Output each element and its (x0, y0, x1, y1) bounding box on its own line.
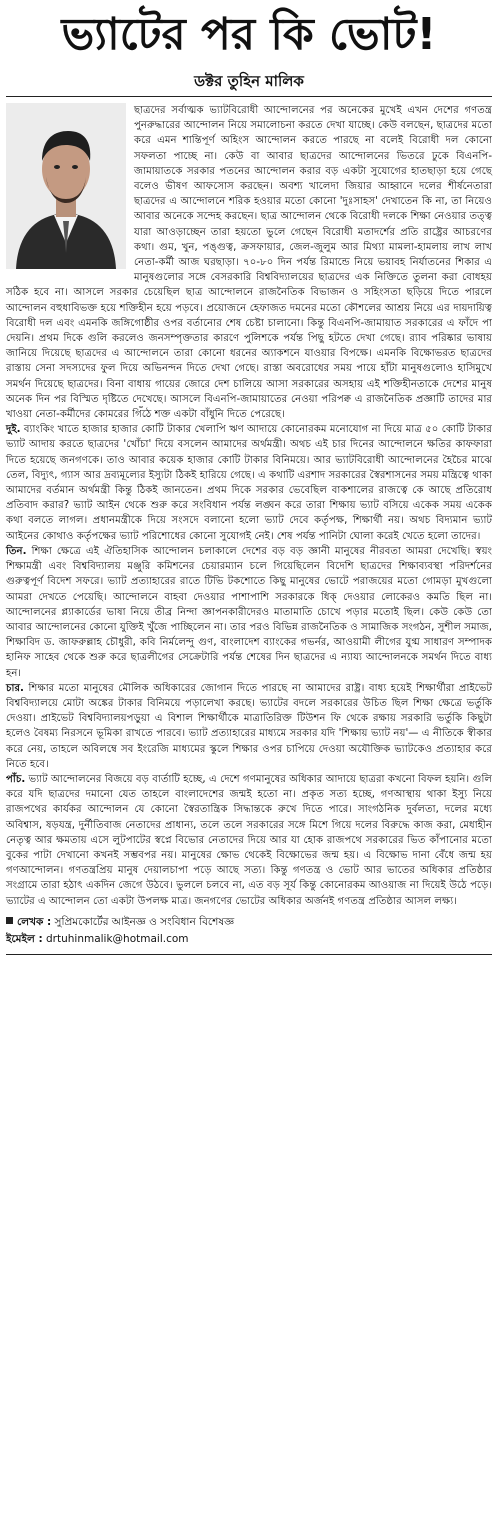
paragraph-lead: দুই. (6, 424, 21, 436)
paragraph-text: ব্যাংকিং খাতে হাজার হাজার কোটি টাকার খেলাপি ঋণ আদায়ে কোনোরকম মনোযোগ না দিয়ে মাত্র ৫০ কোটি টাকার ভ্যাট আদায় করতে ছাত্রদের 'খোঁচা' দিয়ে বসলেন আমাদের অর্থমন্ত্রী। অথচ এই চার দিনের আন্দোলনে ক্ষতির কাফফারা দিতে হয়েছে জনগণকে। তাও আবার কয়েক হাজার কোটি টাকার বিনিময়ে। আর ভ্যাটবিরোধী আন্দোলনের হৈচৈর মাঝে তেল, বিদ্যুৎ, গ্যাস আর দ্রব্যমূল্যের ইস্যুটা ঠিকই হারিয়ে গেছে। এ কথাটি এরশাদ সরকারের স্বৈরশাসনের সময় মন্ত্রিত্বে থাকা আমাদের বর্তমান অর্থমন্ত্রী কিন্তু ঠিকই জানতেন। প্রথম দিকে সরকার ভেবেছিল বাকশালের রাজত্বে কে আছে প্রতিরোধ প্রতিবাদ করার? ভ্যাট আইন থেকে শুরু করে সংবিধান পর্যন্ত লঙ্ঘন করে তারা শিক্ষায় ভ্যাট বসিয়ে একেক সময় একেক কথা বলতে লাগল। প্রধানমন্ত্রীকে দিয়ে সংসদে বলানো হলো ভ্যাট দেবে কর্তৃপক্ষ, শিক্ষার্থী নয়। অথচ বিদ্যমান ভ্যাট আইনের কোথাও কর্তৃপক্ষের ভ্যাট পরিশোধের কোনো সুযোগই নেই। শেষ পর্যন্ত পানিটা ঘোলা করেই খেতে হলো তাদের। (6, 424, 492, 542)
author-portrait-icon (6, 103, 126, 269)
writer-value: সুপ্রিমকোর্টের আইনজ্ঞ ও সংবিধান বিশেষজ্ঞ (54, 915, 235, 928)
paragraph-lead: চার. (6, 682, 24, 694)
byline: ডক্টর তুহিন মালিক (194, 72, 304, 90)
email-label: ইমেইল : (6, 932, 43, 945)
writer-label: লেখক : (17, 915, 52, 928)
paragraph-four (6, 681, 492, 772)
paragraph-two (6, 422, 492, 544)
author-footer (6, 914, 492, 948)
paragraph-text: ভ্যাট আন্দোলনের বিজয়ে বড় বার্তাটি হচ্ছে, এ দেশে গণমানুষের অধিকার আদায়ে ছাত্ররা কখনো বিফল হয়নি। গুলি করে যদি ছাত্রদের দমানো যেত তাহলে বাংলাদেশের জন্মই হতো না। প্রকৃত সত্য হচ্ছে, গণআস্থায় থাকা ইস্যু নিয়ে রাজপথের কার্যকর আন্দোলন যে কোনো স্বৈরতান্ত্রিক সিদ্ধান্তকে রুখে দিতে পারে। সাংগঠনিক দুর্বলতা, দলের মধ্যে অবিশ্বাস, ষড়যন্ত্র, দুর্নীতিবাজ নেতাদের প্রাধান্য, তলে তলে সরকারের সঙ্গে মিশে গিয়ে দলের বিরুদ্ধে কাজ করা, মেধাহীন নেতৃত্ব আর ক্ষমতায় এসে লুটপাটের স্বপ্নে বিভোর নেতাদের দিয়ে আর যা হোক রাজপথে সরকারের ভিত কাঁপানোর মতো বুকের পাটা দেখানো কখনই সম্ভবপর নয়। মানুষের ক্ষোভ থেকেই বিক্ষোভের জন্ম হয়। এ বিক্ষোভ দানা বেঁধে জন্ম হয় গণআন্দোলন। গণতন্ত্রপ্রিয় মানুষ দেয়ালচাপা পড়ে আছে সত্য। কিন্তু গণতন্ত্র ও ভোট আর ভাতের অধিকার প্রতিষ্ঠার সংগ্রামে তারা হঠাৎ একদিন জেগে উঠবে। ভুললে চলবে না, এত বড় সূর্য কিন্তু কোনোরকম আওয়াজ না দিয়েই উঠে পড়ে। ভ্যাটের এ আন্দোলন তো একটা উপলক্ষ মাত্র। জনগণের ভোটের অধিকার অর্জনই গণতন্ত্র প্রতিষ্ঠার আসল লক্ষ্য। (6, 773, 492, 907)
email-value[interactable]: drtuhinmalik@hotmail.com (46, 932, 189, 945)
paragraph-lead: পাঁচ. (6, 773, 26, 785)
bottom-divider (6, 954, 492, 955)
intro-paragraph: ছাত্রদের সর্বাত্মক ভ্যাটবিরোধী আন্দোলনের পর অনেকের মুখেই এখন দেশের গণতন্ত্র পুনরুদ্ধারের আন্দোলন নিয়ে সমালোচনা করতে দেখা যাচ্ছে। কেউ বলছেন, ছাত্রদের মতো করে এমন শান্তিপূর্ণ অহিংস আন্দোলন করতে পারছে না বলেই বিরোধী দল কোনো সফলতা পাচ্ছে না। কেউ বা আবার ছাত্রদের আন্দোলনের ভিতরে ঢুকে বিএনপি-জামায়াতকে সরকার পতনের আন্দোলন করার বড় একটা সুযোগের হাতছাড়া হয়ে গেছে বলেও ভীষণ আফসোস করছেন। অবশ্য খালেদা জিয়ার আহ্বানে দলের শীর্ষনেতারা ছাত্রদের এ আন্দোলনে শরিক হওয়ার মতো কোনো 'দুঃসাহস' দেখাতেন কি না, তা নিয়েও আবার অনেকে সন্দেহ করছেন। ছাত্র আন্দোলন থেকে বিরোধী দলকে শিক্ষা নেওয়ার তত্ত্ব যারা আওড়াচ্ছেন তারা হয়তো ভুলে গেছেন বিরোধী মতাদর্শের প্রতি রাষ্ট্রের আচরণের কথা। গুম, খুন, পঙ্গুত্ব, ক্রসফায়ার, জেল-জুলুম আর মিথ্যা মামলা-হামলায় লাখ লাখ নেতা-কর্মী আজ ঘরছাড়া। ৭০-৮০ দিন পর্যন্ত রিমান্ডে নিয়ে ভয়াবহ নির্যাতনের শিকার এ মানুষগুলোর সঙ্গে বেসরকারি বিশ্ববিদ্যালয়ের ছাত্রদের এক নিক্তিতে তুলনা করা বোধহয় সঠিক হবে না। আসলে সরকার চেয়েছিল ছাত্র আন্দোলনে রাজনৈতিক বিভাজন ও সহিংসতা ছড়িয়ে দিতে পারলে আন্দোলন বহুধাবিভক্ত হয়ে শক্তিহীন হয়ে পড়বে। প্রয়োজনে হেফাজত দমনের মতো কৌশলের আশ্রয় নিয়ে এর দায়দায়িত্ব বিরোধী দল এবং এমনকি জঙ্গিগোষ্ঠীর ওপর বর্তানোর শেষ চেষ্টা চালানো। কিন্তু বিএনপি-জামায়াত সরকারের এ ফাঁদে পা দেয়নি। প্রথম দিকে গুলি করলেও জনসম্পৃক্ততার কারণে পুলিশকে পর্যন্ত পিছু হটতে দেখা গেছে। র‍্যাব পরিষ্কার ভাষায় জানিয়ে দিয়েছে ছাত্রদের এ আন্দোলনে তারা কোনো ধরনের অ্যাকশনে যাওয়ার বিপক্ষে। এমনকি বিক্ষোভরত ছাত্রদের রাস্তায় সেনা সদস্যদের ফুল দিয়ে অভিনন্দন দিতে দেখা গেছে। রাস্তা অবরোধের সময় পায়ে হাঁটা মানুষগুলোও হাসিমুখে সমর্থন দিয়েছে ছাত্রদের। বিনা বাধায় গায়ের জোরে দেশ চালিয়ে আসা সরকারের অসহায় এই শক্তিহীনতাকে দেশের মানুষ অনেক দিন পর বিস্মিত দৃষ্টিতে দেখেছে। আসলে বিএনপি-জামায়াতের নেওয়া পরিপক্ব এ রাজনৈতিক প্রজ্ঞাটি তাদের মার খাওয়া নেতা-কর্মীদের কোমরের গিঁঠে শক্ত একটা বাঁধুনি দিতে পেরেছে। (6, 105, 492, 421)
paragraph-text: শিক্ষার মতো মানুষের মৌলিক অধিকারের জোগান দিতে পারছে না আমাদের রাষ্ট্র। বাধ্য হয়েই শিক্ষার্থীরা প্রাইভেট বিশ্ববিদ্যালয়ে মোটা অঙ্কের টাকার বিনিময়ে পড়ালেখা করছে। ভ্যাটের বদলে সরকারের উচিত ছিল শিক্ষা ক্ষেত্রে ভর্তুকি দেওয়া। প্রাইভেট বিশ্ববিদ্যালয়পড়ুয়া এ বিশাল শিক্ষার্থীকে মাত্রাতিরিক্ত টিউশন ফি থেকে রক্ষায় সরকারি ভর্তুকি কিছুটা হলেও বৈষম্য নিরসনে ভূমিকা রাখতে পারবে। ভ্যাট প্রত্যাহারের মাধ্যমে সরকার যদি 'শিক্ষায় ভ্যাট নয়'— এ নীতিকে স্বীকার করে নেয়, তাহলে অবিলম্বে সব ইংরেজি মাধ্যমের স্কুলে শিক্ষার ওপর চাপিয়ে দেওয়া অযৌক্তিক ভ্যাটকেও প্রত্যাহার করে নিতে হবে। (6, 682, 492, 770)
square-bullet-icon (6, 917, 13, 924)
email-line (6, 931, 492, 948)
paragraph-text: শিক্ষা ক্ষেত্রে এই ঐতিহাসিক আন্দোলন চলাকালে দেশের বড় বড় জ্ঞানী মানুষের নীরবতা আমরা দেখেছি। স্বয়ং শিক্ষামন্ত্রী এবং বিশ্ববিদ্যালয় মঞ্জুরি কমিশনের চেয়ারম্যান চলে গিয়েছিলেন বিদেশি ছাত্রদের শিক্ষাব্যবস্থা পরিদর্শনের গুরুত্বপূর্ণ বিদেশ সফরে। ভ্যাট প্রত্যাহারের রাতে টিভি টকশোতে কিছু মানুষের ভোটে পরাজয়ের মতো গোমড়া মুখগুলো আমরা দেখতে পেয়েছি। আন্দোলনে বাহবা দেওয়ার পাশাপাশি সরকারকে ধিক্ দেওয়ার লোকেরও কমতি ছিল না। আন্দোলনের প্ল্যাকার্ডের ভাষা নিয়ে তীব্র নিন্দা জ্ঞাপনকারীদেরও মাতামাতি চোখে পড়ার মতোই ছিল। কেউ কেউ তো আবার আন্দোলনের কোনো যুক্তিই খুঁজে পাচ্ছিলেন না। তার পরও বিভিন্ন রাজনৈতিক ও সামাজিক সংগঠন, সুশীল সমাজ, শিক্ষাবিদ ড. জাফরুল্লাহ চৌধুরী, কবি নির্মলেন্দু গুণ, বাংলাদেশ ব্যাংকের গভর্নর, আওয়ামী লীগের যুগ্ম সাধারণ সম্পাদক হানিফ সাহেব থেকে শুরু করে ছাত্রলীগের সেক্রেটারি পর্যন্ত শেষের দিন ছাত্রদের এ ন্যায্য আন্দোলনকে সমর্থন দিতে বাধ্য হন। (6, 545, 492, 679)
headline: ভ্যাটের পর কি ভোট! (61, 9, 437, 60)
paragraph-lead: তিন. (6, 545, 27, 557)
article-body (6, 103, 492, 909)
author-photo (6, 103, 126, 269)
writer-line (6, 914, 492, 931)
paragraph-five (6, 772, 492, 909)
divider (6, 96, 492, 97)
paragraph-three (6, 544, 492, 681)
